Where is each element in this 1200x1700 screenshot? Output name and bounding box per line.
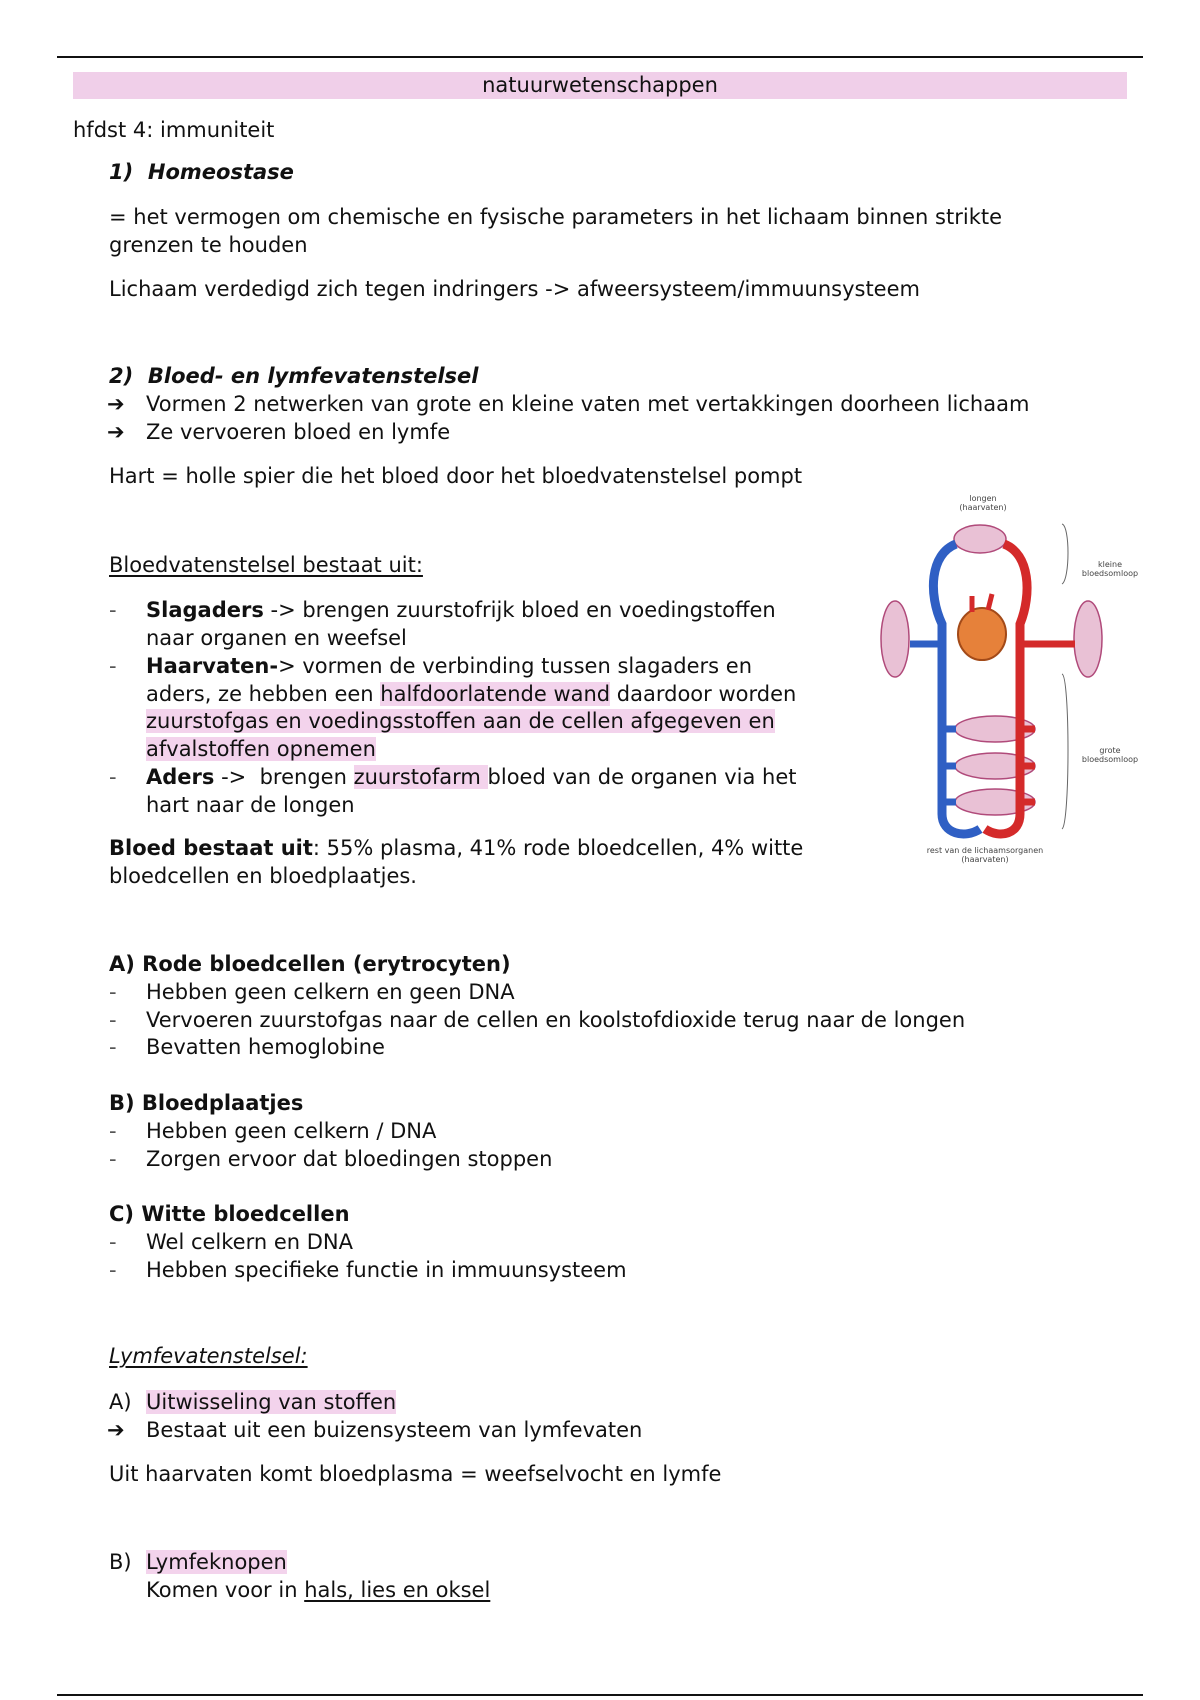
aders-text-part: -> brengen — [214, 765, 354, 789]
diagram-label-large-line-2: bloedsomloop — [1081, 755, 1139, 764]
top-rule — [57, 56, 1143, 58]
list-dash: - — [109, 654, 117, 678]
white-bloodcells-heading — [109, 1200, 350, 1228]
section-1-title: Homeostase — [147, 160, 294, 184]
diagram-label-lungs-line-2: (haarvaten) — [959, 503, 1007, 512]
slagaders-line-1 — [146, 596, 776, 624]
list-dash: - — [109, 1119, 117, 1143]
lymph-a-marker: A) — [109, 1390, 132, 1414]
haarvaten-line-1 — [146, 652, 752, 680]
lymph-a-arrow-text: Bestaat uit een buizensysteem van lymfevaten — [146, 1418, 643, 1442]
highlight-exchange: zuurstofgas en voedingsstoffen aan de cellen afgegeven en — [146, 709, 775, 733]
diagram-label-lungs — [958, 494, 1008, 512]
platelets-heading — [109, 1089, 303, 1117]
list-dash: - — [109, 1035, 117, 1059]
diagram-label-large-line-1: grote — [1099, 746, 1121, 755]
list-item: Wel celkern en DNA — [146, 1230, 353, 1254]
arrow-bullet-icon: ➔ — [107, 420, 125, 444]
lymph-b-marker: B) — [109, 1550, 132, 1574]
list-dash: - — [109, 980, 117, 1004]
section-2-heading — [109, 362, 479, 390]
diagram-label-organs — [915, 846, 1055, 864]
aders-text-part: bloed van de organen via het — [487, 765, 797, 789]
list-dash: - — [109, 765, 117, 789]
highlight-waste: afvalstoffen opnemen — [146, 737, 376, 761]
haarvaten-line-3 — [146, 707, 775, 735]
list-dash: - — [109, 1230, 117, 1254]
haarvaten-line-2 — [146, 680, 796, 708]
list-item: Hebben geen celkern en geen DNA — [146, 980, 515, 1004]
list-item: Hebben specifieke functie in immuunsysteem — [146, 1258, 627, 1282]
list-item: Vervoeren zuurstofgas naar de cellen en koolstofdioxide terug naar de longen — [146, 1008, 966, 1032]
homeostasis-definition-line-1: = het vermogen om chemische en fysische parameters in het lichaam binnen strikte — [109, 205, 1003, 229]
list-dash: - — [109, 1147, 117, 1171]
haarvaten-text-part: aders, ze hebben een — [146, 682, 381, 706]
haarvaten-term: Haarvaten- — [146, 654, 279, 678]
page-title-banner: natuurwetenschappen — [73, 72, 1127, 99]
blood-composition-term: Bloed bestaat uit — [109, 836, 313, 860]
aders-line-2: hart naar de longen — [146, 793, 355, 817]
slagaders-term: Slagaders — [146, 598, 264, 622]
blood-composition-text: : 55% plasma, 41% rode bloedcellen, 4% witte — [312, 836, 804, 860]
slagaders-line-2: naar organen en weefsel — [146, 626, 407, 650]
list-item: Zorgen ervoor dat bloedingen stoppen — [146, 1147, 553, 1171]
lymph-heading: Lymfevatenstelsel: — [109, 1344, 308, 1368]
highlight-halfdoorlatende-wand: halfdoorlatende wand — [380, 682, 611, 706]
aders-term: Aders — [146, 765, 215, 789]
network-arrow-text-1: Vormen 2 netwerken van grote en kleine vaten met vertakkingen doorheen lichaam — [146, 392, 1030, 416]
arrow-bullet-icon: ➔ — [107, 392, 125, 416]
lymph-b-text-part: Komen voor in — [146, 1578, 305, 1602]
highlight-lymph-nodes: Lymfeknopen — [146, 1550, 287, 1574]
circulation-illustration — [870, 484, 1140, 884]
blood-composition-line-1 — [109, 834, 803, 862]
defense-text: Lichaam verdedigd zich tegen indringers -> afweersysteem/immuunsysteem — [109, 277, 920, 301]
section-2-title: Bloed- en lymfevatenstelsel — [147, 364, 479, 388]
red-bloodcells-heading — [109, 950, 511, 978]
lymph-b-text — [146, 1576, 490, 1604]
diagram-label-small-line-1: kleine — [1098, 560, 1122, 569]
red-bloodcells-title: A) Rode bloedcellen (erytrocyten) — [109, 952, 511, 976]
lymph-b-title — [146, 1548, 287, 1576]
highlight-exchange-title: Uitwisseling van stoffen — [146, 1390, 397, 1414]
list-dash: - — [109, 1008, 117, 1032]
blood-composition-line-2: bloedcellen en bloedplaatjes. — [109, 864, 417, 888]
diagram-label-large-circulation — [1080, 746, 1140, 764]
highlight-zuurstofarm: zuurstofarm — [353, 765, 488, 789]
slagaders-text: -> brengen zuurstofrijk bloed en voedingstoffen — [263, 598, 776, 622]
platelets-title: B) Bloedplaatjes — [109, 1091, 304, 1115]
aders-line-1 — [146, 763, 796, 791]
diagram-label-organs-line-1: rest van de lichaamsorganen — [926, 846, 1044, 855]
bottom-rule — [57, 1694, 1143, 1696]
haarvaten-text: > vormen de verbinding tussen slagaders en — [278, 654, 753, 678]
list-dash: - — [109, 598, 117, 622]
section-2-number: 2) — [109, 364, 134, 388]
haarvaten-line-4 — [146, 735, 376, 763]
network-arrow-text-2: Ze vervoeren bloed en lymfe — [146, 420, 451, 444]
chapter-title: hfdst 4: immuniteit — [73, 118, 275, 142]
section-1-heading — [109, 158, 294, 186]
arrow-bullet-icon: ➔ — [107, 1418, 125, 1442]
lymph-b-locations: hals, lies en oksel — [304, 1578, 491, 1602]
list-item: Hebben geen celkern / DNA — [146, 1119, 437, 1143]
diagram-label-organs-line-2: (haarvaten) — [961, 855, 1009, 864]
homeostasis-definition-line-2: grenzen te houden — [109, 233, 308, 257]
heart-definition: Hart = holle spier die het bloed door het bloedvatenstelsel pompt — [109, 464, 803, 488]
diagram-label-lungs-line-1: longen — [969, 494, 997, 503]
diagram-label-small-circulation — [1080, 560, 1140, 578]
white-bloodcells-title: C) Witte bloedcellen — [109, 1202, 350, 1226]
circulation-diagram — [870, 484, 1140, 884]
list-dash: - — [109, 1258, 117, 1282]
section-1-number: 1) — [109, 160, 134, 184]
diagram-label-small-line-2: bloedsomloop — [1081, 569, 1139, 578]
list-item: Bevatten hemoglobine — [146, 1035, 385, 1059]
plasma-text: Uit haarvaten komt bloedplasma = weefselvocht en lymfe — [109, 1462, 722, 1486]
haarvaten-text-part: daardoor worden — [610, 682, 797, 706]
bloodvessels-heading: Bloedvatenstelsel bestaat uit: — [109, 553, 423, 577]
lymph-a-title — [146, 1388, 396, 1416]
